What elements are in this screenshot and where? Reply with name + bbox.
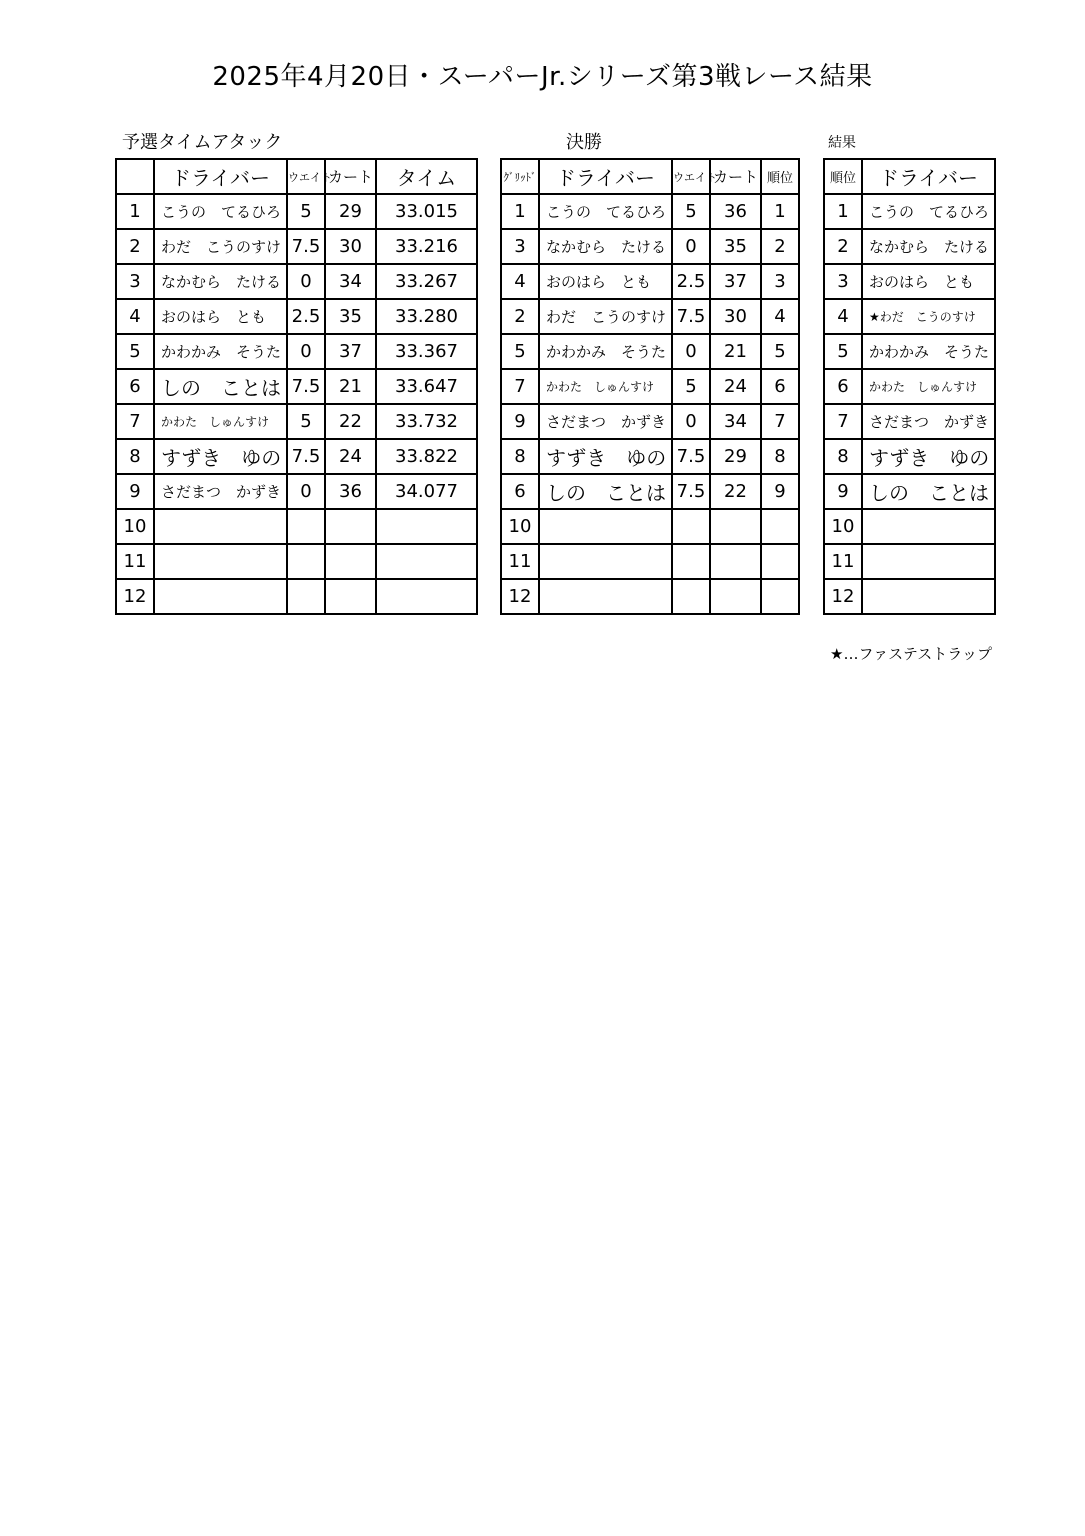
final-position — [761, 544, 799, 579]
qualifying-time — [376, 509, 477, 544]
qualifying-rank: 1 — [116, 194, 154, 229]
qualifying-kart: 34 — [325, 264, 376, 299]
qualifying-driver: しの ことは — [154, 369, 287, 404]
qualifying-driver: かわかみ そうた — [154, 334, 287, 369]
qualifying-time: 33.732 — [376, 404, 477, 439]
qualifying-header-kart: カート — [325, 159, 376, 194]
result-row — [824, 509, 995, 544]
result-header-position: 順位 — [824, 159, 862, 194]
qualifying-driver — [154, 579, 287, 614]
qualifying-label: 予選タイムアタック — [122, 132, 283, 153]
qualifying-rank: 12 — [116, 579, 154, 614]
final-grid: 1 — [501, 194, 539, 229]
result-driver: しの ことは — [862, 474, 995, 509]
result-row — [824, 404, 995, 439]
qualifying-weight: 5 — [287, 404, 325, 439]
final-grid: 2 — [501, 299, 539, 334]
qualifying-kart: 37 — [325, 334, 376, 369]
qualifying-rank: 9 — [116, 474, 154, 509]
qualifying-kart — [325, 509, 376, 544]
final-position: 7 — [761, 404, 799, 439]
final-driver — [539, 579, 672, 614]
result-row — [824, 579, 995, 614]
qualifying-rank: 8 — [116, 439, 154, 474]
final-weight: 5 — [672, 194, 710, 229]
final-kart — [710, 509, 761, 544]
qualifying-row — [116, 544, 477, 579]
result-row — [824, 334, 995, 369]
qualifying-kart: 21 — [325, 369, 376, 404]
result-position: 6 — [824, 369, 862, 404]
result-position: 4 — [824, 299, 862, 334]
final-weight: 0 — [672, 229, 710, 264]
final-weight: 7.5 — [672, 299, 710, 334]
result-position: 8 — [824, 439, 862, 474]
result-driver — [862, 544, 995, 579]
qualifying-row — [116, 509, 477, 544]
qualifying-rank: 10 — [116, 509, 154, 544]
final-header-driver: ドライバー — [539, 159, 672, 194]
final-driver — [539, 509, 672, 544]
qualifying-weight: 0 — [287, 474, 325, 509]
final-row — [501, 579, 799, 614]
final-label: 決勝 — [566, 132, 602, 153]
final-weight — [672, 579, 710, 614]
final-driver — [539, 544, 672, 579]
final-header-row — [501, 159, 799, 194]
result-row — [824, 544, 995, 579]
final-row — [501, 404, 799, 439]
qualifying-time: 33.367 — [376, 334, 477, 369]
final-driver: おのはら とも — [539, 264, 672, 299]
final-header-weight: ウエイト — [672, 159, 710, 194]
qualifying-rank: 3 — [116, 264, 154, 299]
result-label: 結果 — [828, 135, 856, 151]
qualifying-driver: わだ こうのすけ — [154, 229, 287, 264]
qualifying-row — [116, 264, 477, 299]
final-grid: 3 — [501, 229, 539, 264]
qualifying-rank: 4 — [116, 299, 154, 334]
final-kart: 24 — [710, 369, 761, 404]
final-weight: 7.5 — [672, 439, 710, 474]
qualifying-row — [116, 369, 477, 404]
qualifying-row — [116, 299, 477, 334]
final-row — [501, 194, 799, 229]
qualifying-driver: さだまつ かずき — [154, 474, 287, 509]
qualifying-time: 33.216 — [376, 229, 477, 264]
final-position: 4 — [761, 299, 799, 334]
final-driver: しの ことは — [539, 474, 672, 509]
final-kart: 22 — [710, 474, 761, 509]
final-kart: 29 — [710, 439, 761, 474]
qualifying-weight: 2.5 — [287, 299, 325, 334]
qualifying-time — [376, 579, 477, 614]
qualifying-kart: 24 — [325, 439, 376, 474]
final-weight: 0 — [672, 404, 710, 439]
qualifying-driver: すずき ゆの — [154, 439, 287, 474]
result-row — [824, 194, 995, 229]
qualifying-rank: 11 — [116, 544, 154, 579]
result-row — [824, 474, 995, 509]
final-driver: わだ こうのすけ — [539, 299, 672, 334]
final-position — [761, 579, 799, 614]
result-header-driver: ドライバー — [862, 159, 995, 194]
qualifying-row — [116, 439, 477, 474]
final-driver: すずき ゆの — [539, 439, 672, 474]
qualifying-driver — [154, 544, 287, 579]
final-grid: 5 — [501, 334, 539, 369]
qualifying-driver: かわた しゅんすけ — [154, 404, 287, 439]
final-header-grid: ｸﾞﾘｯﾄﾞ — [501, 159, 539, 194]
qualifying-driver: こうの てるひろ — [154, 194, 287, 229]
result-row — [824, 264, 995, 299]
qualifying-time: 34.077 — [376, 474, 477, 509]
final-weight: 7.5 — [672, 474, 710, 509]
final-weight — [672, 544, 710, 579]
qualifying-weight — [287, 544, 325, 579]
result-row — [824, 299, 995, 334]
final-grid: 7 — [501, 369, 539, 404]
qualifying-driver: なかむら たける — [154, 264, 287, 299]
qualifying-row — [116, 194, 477, 229]
qualifying-header-weight: ウエイト — [287, 159, 325, 194]
final-position: 6 — [761, 369, 799, 404]
final-row — [501, 334, 799, 369]
qualifying-rank: 2 — [116, 229, 154, 264]
final-driver: なかむら たける — [539, 229, 672, 264]
result-position: 5 — [824, 334, 862, 369]
final-grid: 6 — [501, 474, 539, 509]
result-driver: なかむら たける — [862, 229, 995, 264]
qualifying-rank: 5 — [116, 334, 154, 369]
qualifying-time: 33.822 — [376, 439, 477, 474]
result-driver — [862, 579, 995, 614]
final-grid: 8 — [501, 439, 539, 474]
final-weight: 0 — [672, 334, 710, 369]
qualifying-weight: 7.5 — [287, 229, 325, 264]
final-grid: 4 — [501, 264, 539, 299]
qualifying-weight — [287, 579, 325, 614]
qualifying-weight: 0 — [287, 264, 325, 299]
final-header-position: 順位 — [761, 159, 799, 194]
final-row — [501, 299, 799, 334]
qualifying-row — [116, 229, 477, 264]
qualifying-weight: 5 — [287, 194, 325, 229]
qualifying-kart: 29 — [325, 194, 376, 229]
result-position: 10 — [824, 509, 862, 544]
final-grid: 12 — [501, 579, 539, 614]
result-header-row — [824, 159, 995, 194]
final-row — [501, 264, 799, 299]
final-driver: かわた しゅんすけ — [539, 369, 672, 404]
final-row — [501, 369, 799, 404]
qualifying-time — [376, 544, 477, 579]
final-position — [761, 509, 799, 544]
qualifying-kart: 36 — [325, 474, 376, 509]
qualifying-weight: 7.5 — [287, 369, 325, 404]
qualifying-kart: 35 — [325, 299, 376, 334]
result-position: 12 — [824, 579, 862, 614]
result-row — [824, 229, 995, 264]
result-row — [824, 439, 995, 474]
final-position: 2 — [761, 229, 799, 264]
qualifying-header-driver: ドライバー — [154, 159, 287, 194]
result-driver: ★わだ こうのすけ — [862, 299, 995, 334]
qualifying-driver: おのはら とも — [154, 299, 287, 334]
qualifying-driver — [154, 509, 287, 544]
final-weight — [672, 509, 710, 544]
qualifying-row — [116, 404, 477, 439]
result-position: 11 — [824, 544, 862, 579]
final-position: 9 — [761, 474, 799, 509]
qualifying-header-row — [116, 159, 477, 194]
qualifying-time: 33.015 — [376, 194, 477, 229]
final-kart: 34 — [710, 404, 761, 439]
result-driver: さだまつ かずき — [862, 404, 995, 439]
final-row — [501, 229, 799, 264]
result-position: 3 — [824, 264, 862, 299]
result-driver: すずき ゆの — [862, 439, 995, 474]
qualifying-header-time: タイム — [376, 159, 477, 194]
qualifying-weight — [287, 509, 325, 544]
qualifying-kart — [325, 544, 376, 579]
final-grid: 9 — [501, 404, 539, 439]
fastest-lap-note: ★…ファステストラップ — [830, 645, 992, 663]
final-driver: かわかみ そうた — [539, 334, 672, 369]
qualifying-table — [115, 158, 478, 615]
result-table — [823, 158, 996, 615]
result-driver: かわかみ そうた — [862, 334, 995, 369]
result-position: 9 — [824, 474, 862, 509]
final-grid: 11 — [501, 544, 539, 579]
final-kart — [710, 544, 761, 579]
final-driver: こうの てるひろ — [539, 194, 672, 229]
final-row — [501, 439, 799, 474]
final-weight: 2.5 — [672, 264, 710, 299]
page-title: 2025年4月20日・スーパーJr.シリーズ第3戦レース結果 — [212, 62, 873, 92]
final-row — [501, 509, 799, 544]
result-driver: おのはら とも — [862, 264, 995, 299]
final-kart: 37 — [710, 264, 761, 299]
final-weight: 5 — [672, 369, 710, 404]
qualifying-rank: 6 — [116, 369, 154, 404]
qualifying-kart — [325, 579, 376, 614]
result-row — [824, 369, 995, 404]
qualifying-row — [116, 334, 477, 369]
final-kart: 30 — [710, 299, 761, 334]
result-position: 1 — [824, 194, 862, 229]
qualifying-row — [116, 579, 477, 614]
qualifying-rank: 7 — [116, 404, 154, 439]
final-driver: さだまつ かずき — [539, 404, 672, 439]
result-position: 7 — [824, 404, 862, 439]
qualifying-time: 33.280 — [376, 299, 477, 334]
final-position: 8 — [761, 439, 799, 474]
qualifying-row — [116, 474, 477, 509]
final-table — [500, 158, 800, 615]
final-kart: 21 — [710, 334, 761, 369]
final-grid: 10 — [501, 509, 539, 544]
final-position: 3 — [761, 264, 799, 299]
qualifying-weight: 7.5 — [287, 439, 325, 474]
result-driver: こうの てるひろ — [862, 194, 995, 229]
final-row — [501, 474, 799, 509]
qualifying-time: 33.647 — [376, 369, 477, 404]
qualifying-kart: 22 — [325, 404, 376, 439]
final-kart: 35 — [710, 229, 761, 264]
final-kart: 36 — [710, 194, 761, 229]
final-kart — [710, 579, 761, 614]
result-driver: かわた しゅんすけ — [862, 369, 995, 404]
final-row — [501, 544, 799, 579]
qualifying-time: 33.267 — [376, 264, 477, 299]
final-position: 1 — [761, 194, 799, 229]
final-header-kart: カート — [710, 159, 761, 194]
result-driver — [862, 509, 995, 544]
qualifying-kart: 30 — [325, 229, 376, 264]
qualifying-weight: 0 — [287, 334, 325, 369]
final-position: 5 — [761, 334, 799, 369]
qualifying-header-no — [116, 159, 154, 194]
result-position: 2 — [824, 229, 862, 264]
